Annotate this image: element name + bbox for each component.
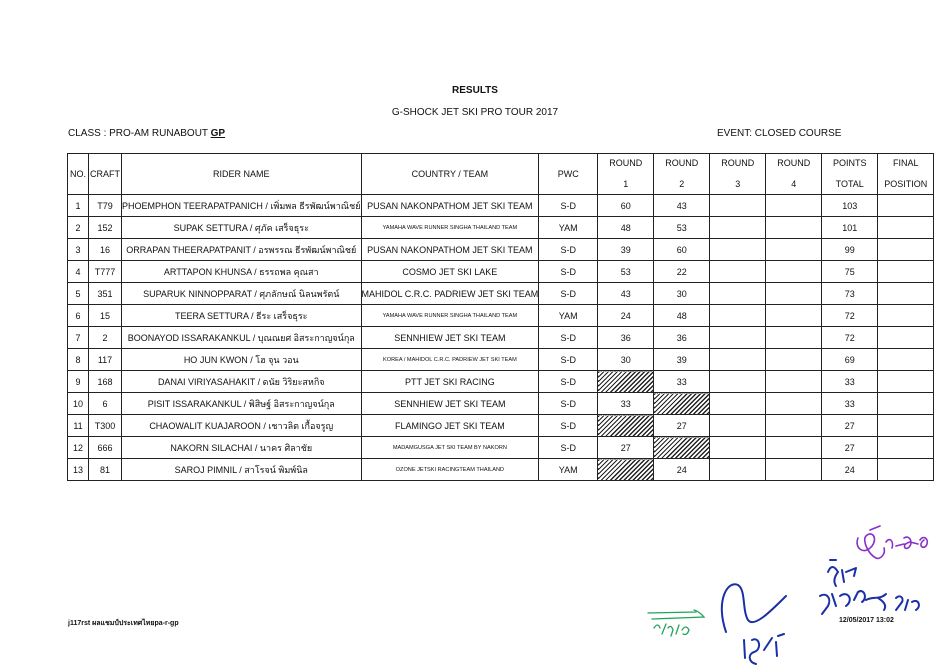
col-pwc: PWC [539,154,598,195]
cell-pwc: S-D [539,283,598,305]
cell-no: 13 [68,459,89,481]
cell-round-2: 24 [654,459,710,481]
cell-team: YAMAHA WAVE RUNNER SINGHA THAILAND TEAM [361,305,539,327]
col-round-4-label: ROUND [777,158,811,168]
cell-round-2: 36 [654,327,710,349]
cell-pwc: S-D [539,327,598,349]
cell-no: 5 [68,283,89,305]
cell-team: FLAMINGO JET SKI TEAM [361,415,539,437]
cell-round-1: 27 [598,437,654,459]
cell-pwc: YAM [539,305,598,327]
cell-round-1: 53 [598,261,654,283]
cell-points-total: 33 [822,371,878,393]
col-round-4-number: 4 [791,179,797,189]
cell-round-1: 30 [598,349,654,371]
cell-rider: SUPARUK NINNOPPARAT / ศุภลักษณ์ นิลนพรัตน์ [122,283,362,305]
cell-rider: NAKORN SILACHAI / นาคร ศิลาชัย [122,437,362,459]
cell-points-total: 69 [822,349,878,371]
cell-craft: 2 [89,327,122,349]
cell-round-1: 48 [598,217,654,239]
cell-craft: 16 [89,239,122,261]
cell-rider: SAROJ PIMNIL / สาโรจน์ พิมพ์นิล [122,459,362,481]
cell-craft: T79 [89,195,122,217]
cell-pwc: S-D [539,239,598,261]
cell-points-total: 72 [822,327,878,349]
cell-no: 1 [68,195,89,217]
cell-craft: 168 [89,371,122,393]
cell-team: MAHIDOL C.R.C. PADRIEW JET SKI TEAM [361,283,539,305]
cell-round-2: 53 [654,217,710,239]
cell-no: 10 [68,393,89,415]
file-reference: j117rst ผลแชมป์ประเทศไทยpa-r-gp [68,620,179,627]
cell-pwc: S-D [539,371,598,393]
cell-round-1: 24 [598,305,654,327]
cell-no: 12 [68,437,89,459]
cell-team: YAMAHA WAVE RUNNER SINGHA THAILAND TEAM [361,217,539,239]
print-timestamp: 12/05/2017 13:02 [839,617,894,624]
class-code: GP [210,128,226,139]
col-round-1-number: 1 [623,179,629,189]
col-round-3-number: 3 [735,179,741,189]
cell-pwc: S-D [539,349,598,371]
col-round-2-number: 2 [679,179,685,189]
col-round-1-label: ROUND [609,158,643,168]
cell-team: OZONE JETSKI RACINGTEAM THAILAND [361,459,539,481]
green-signature [648,610,704,636]
cell-points-total: 73 [822,283,878,305]
col-position-label: POSITION [884,179,928,189]
blue-signatures [722,560,919,664]
cell-points-total: 75 [822,261,878,283]
cell-round-1: 33 [598,393,654,415]
purple-signature [857,526,927,558]
col-rider: RIDER NAME [122,154,362,195]
cell-round-2: 48 [654,305,710,327]
cell-points-total: 24 [822,459,878,481]
cell-rider: DANAI VIRIYASAHAKIT / ดนัย วิริยะสหกิจ [122,371,362,393]
cell-team: PUSAN NAKONPATHOM JET SKI TEAM [361,195,539,217]
event-label: EVENT: CLOSED COURSE [717,128,842,139]
cell-rider: BOONAYOD ISSARAKANKUL / บุณณยศ อิสระกาญจน์กุล [122,327,362,349]
col-total-label: TOTAL [835,179,864,189]
cell-team: SENNHIEW JET SKI TEAM [361,327,539,349]
cell-rider: TEERA SETTURA / ธีระ เสร็จธุระ [122,305,362,327]
cell-no: 8 [68,349,89,371]
cell-pwc: YAM [539,459,598,481]
cell-points-total: 101 [822,217,878,239]
cell-round-2: 22 [654,261,710,283]
results-title: RESULTS [452,85,498,96]
cell-craft: 117 [89,349,122,371]
cell-no: 7 [68,327,89,349]
cell-team: MADAMGUSGA JET SKI TEAM BY NAKORN [361,437,539,459]
cell-craft: 81 [89,459,122,481]
cell-round-2: 43 [654,195,710,217]
col-craft: CRAFT [89,154,122,195]
cell-team: PTT JET SKI RACING [361,371,539,393]
cell-craft: 15 [89,305,122,327]
cell-team: COSMO JET SKI LAKE [361,261,539,283]
cell-rider: ARTTAPON KHUNSA / ธรรถพล คุณสา [122,261,362,283]
cell-no: 2 [68,217,89,239]
cell-rider: CHAOWALIT KUAJAROON / เชาวลิต เกื้อจรูญ [122,415,362,437]
cell-points-total: 72 [822,305,878,327]
cell-no: 9 [68,371,89,393]
cell-team: SENNHIEW JET SKI TEAM [361,393,539,415]
cell-no: 3 [68,239,89,261]
col-points-label: POINTS [832,158,867,168]
class-prefix: CLASS : PRO-AM RUNABOUT [68,128,211,139]
cell-craft: T300 [89,415,122,437]
cell-round-2: 39 [654,349,710,371]
cell-pwc: S-D [539,195,598,217]
cell-pwc: S-D [539,415,598,437]
cell-pwc: S-D [539,437,598,459]
cell-no: 6 [68,305,89,327]
cell-craft: 666 [89,437,122,459]
col-no: NO. [68,154,89,195]
cell-points-total: 99 [822,239,878,261]
cell-points-total: 103 [822,195,878,217]
cell-team: PUSAN NAKONPATHOM JET SKI TEAM [361,239,539,261]
cell-craft: 152 [89,217,122,239]
cell-no: 4 [68,261,89,283]
cell-no: 11 [68,415,89,437]
cell-points-total: 27 [822,437,878,459]
cell-pwc: S-D [539,393,598,415]
cell-round-2: 60 [654,239,710,261]
cell-rider: HO JUN KWON / โฮ จุน วอน [122,349,362,371]
col-team: COUNTRY / TEAM [361,154,539,195]
cell-round-2: 33 [654,371,710,393]
cell-rider: SUPAK SETTURA / ศุภัค เสร็จธุระ [122,217,362,239]
cell-rider: PISIT ISSARAKANKUL / พิสิษฐ์ อิสระกาญจน์กุล [122,393,362,415]
col-round-3-label: ROUND [721,158,755,168]
cell-round-1: 43 [598,283,654,305]
event-subtitle: G-SHOCK JET SKI PRO TOUR 2017 [391,107,559,118]
cell-round-1: 36 [598,327,654,349]
col-round-2-label: ROUND [665,158,699,168]
cell-team: KOREA / MAHIDOL C.R.C. PADRIEW JET SKI TEAM [361,349,539,371]
cell-pwc: YAM [539,217,598,239]
cell-points-total: 33 [822,393,878,415]
col-final-label: FINAL [892,158,919,168]
cell-round-1: 39 [598,239,654,261]
cell-round-2: 30 [654,283,710,305]
cell-round-1: 60 [598,195,654,217]
cell-pwc: S-D [539,261,598,283]
cell-craft: 351 [89,283,122,305]
cell-craft: 6 [89,393,122,415]
cell-rider: PHOEMPHON TEERAPATPANICH / เพิ่มพล ธีรพัฒน์พาณิชย์ [122,195,362,217]
cell-craft: T777 [89,261,122,283]
cell-points-total: 27 [822,415,878,437]
cell-round-2: 27 [654,415,710,437]
cell-rider: ORRAPAN THEERAPATPANIT / อรพรรณ ธีรพัฒน์พาณิชย์ [122,239,362,261]
